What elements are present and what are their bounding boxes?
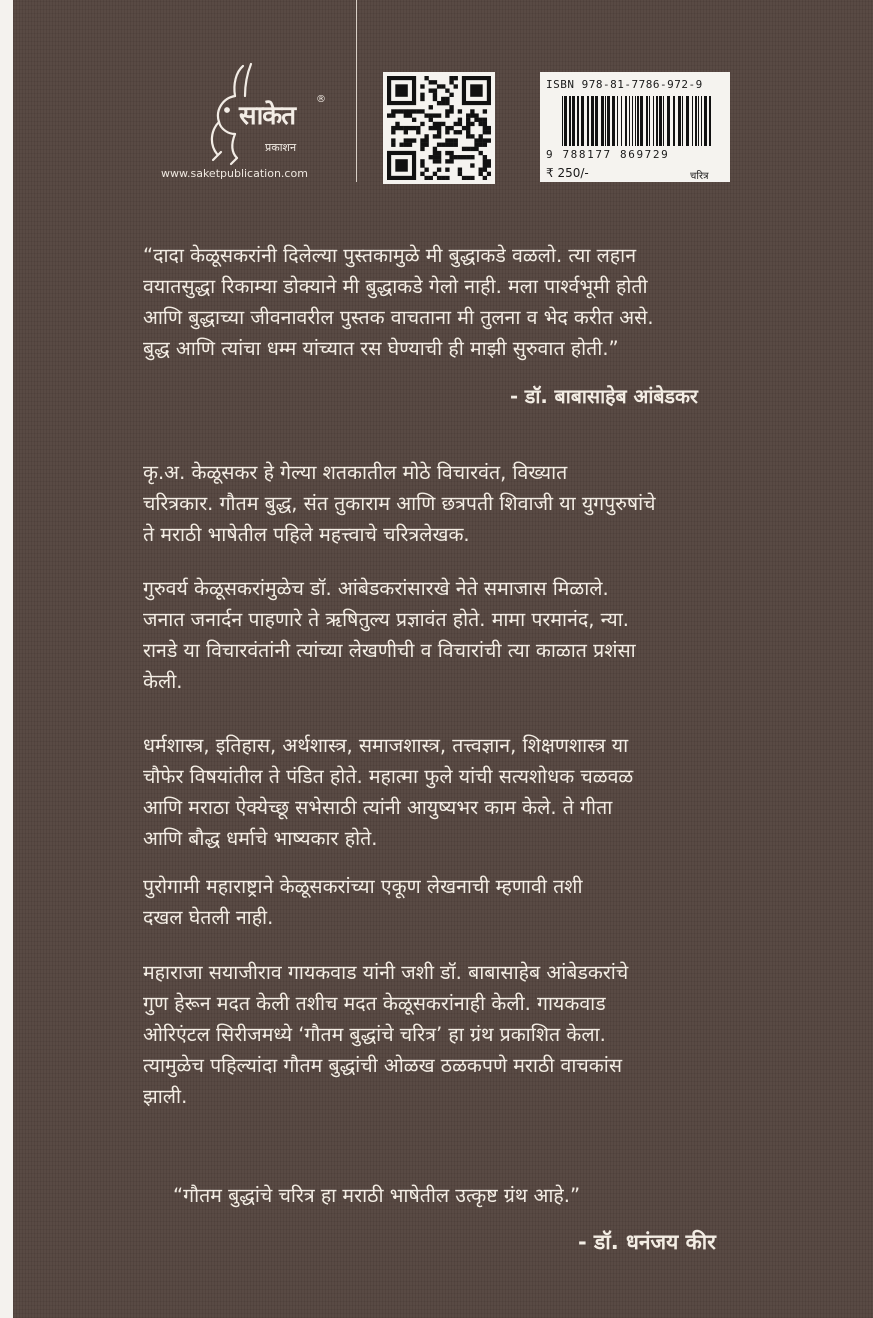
paragraph — [143, 871, 783, 933]
paragraph — [143, 573, 783, 697]
paragraph-line: जनात जनार्दन पाहणारे ते ऋषितुल्य प्रज्ञावंत होते. मामा परमानंद, न्या. — [143, 608, 629, 631]
bottom-quote-attribution: - डॉ. धनंजय कीर — [578, 1230, 716, 1254]
paragraph-line: धर्मशास्त्र, इतिहास, अर्थशास्त्र, समाजशास्त्र, तत्त्वज्ञान, शिक्षणशास्त्र या — [143, 734, 629, 757]
paragraph-line: ओरिएंटल सिरीजमध्ये ‘गौतम बुद्धांचे चरित्र’ हा ग्रंथ प्रकाशित केला. — [143, 1023, 606, 1046]
paragraph — [143, 957, 783, 1112]
publisher-website[interactable]: www.saketpublication.com — [161, 167, 308, 180]
paragraph-line: चरित्रकार. गौतम बुद्ध, संत तुकाराम आणि छत्रपती शिवाजी या युगपुरुषांचे — [143, 492, 656, 515]
paragraph-line: दखल घेतली नाही. — [143, 906, 274, 929]
paragraph-line: कृ.अ. केळूसकर हे गेल्या शतकातील मोठे विचारवंत, विख्यात — [143, 461, 568, 484]
divider-line — [356, 0, 357, 182]
quote-line: वयातसुद्धा रिकाम्या डोक्याने मी बुद्धाकडे गेलो नाही. मला पार्श्वभूमी होती — [143, 275, 648, 298]
barcode-digits: 9 788177 869729 — [546, 148, 670, 161]
logo-name: साकेत — [239, 101, 296, 131]
paragraph — [143, 457, 783, 550]
paragraph-line: पुरोगामी महाराष्ट्राने केळूसकरांच्या एकूण लेखनाची म्हणावी तशी — [143, 875, 583, 898]
paragraph-line: आणि मराठा ऐक्येच्छू सभेसाठी त्यांनी आयुष्यभर काम केले. ते गीता — [143, 796, 613, 819]
paragraph-line: गुरुवर्य केळूसकरांमुळेच डॉ. आंबेडकरांसारखे नेते समाजास मिळाले. — [143, 577, 609, 600]
price: ₹ 250/- — [546, 166, 589, 180]
paragraph-line: झाली. — [143, 1085, 188, 1108]
paragraph-line: केली. — [143, 670, 183, 693]
top-quote — [143, 240, 783, 364]
back-cover — [13, 0, 873, 1318]
paragraph-line: गुण हेरून मदत केली तशीच मदत केळूसकरांनाही केली. गायकवाड — [143, 992, 606, 1015]
paragraph-line: ते मराठी भाषेतील पहिले महत्त्वाचे चरित्रलेखक. — [143, 523, 470, 546]
paragraph-line: त्यामुळेच पहिल्यांदा गौतम बुद्धांची ओळख ठळकपणे मराठी वाचकांस — [143, 1054, 623, 1077]
quote-line: “दादा केळूसकरांनी दिलेल्या पुस्तकामुळे मी बुद्धाकडे वळलो. त्या लहान — [143, 244, 637, 267]
publisher-logo — [191, 60, 341, 170]
paragraph-line: महाराजा सयाजीराव गायकवाड यांनी जशी डॉ. बाबासाहेब आंबेडकरांचे — [143, 961, 629, 984]
isbn-number: ISBN 978-81-7786-972-9 — [546, 78, 703, 91]
quote-line: बुद्ध आणि त्यांचा धम्म यांच्यात रस घेण्याची ही माझी सुरुवात होती.” — [143, 337, 619, 360]
category: चरित्र — [690, 171, 709, 182]
registered-mark: ® — [316, 94, 326, 105]
isbn-label — [540, 72, 730, 182]
paragraph — [143, 730, 783, 854]
paragraph-line: चौफेर विषयांतील ते पंडित होते. महात्मा फुले यांची सत्यशोधक चळवळ — [143, 765, 634, 788]
logo-subtext: प्रकाशन — [265, 141, 297, 154]
bottom-quote: “गौतम बुद्धांचे चरित्र हा मराठी भाषेतील उत्कृष्ट ग्रंथ आहे.” — [173, 1184, 581, 1207]
barcode-icon — [562, 96, 712, 146]
paragraph-line: रानडे या विचारवंतांनी त्यांच्या लेखणीची व विचारांची त्या काळात प्रशंसा — [143, 639, 636, 662]
paragraph-line: आणि बौद्ध धर्माचे भाष्यकार होते. — [143, 827, 378, 850]
qr-code-icon — [387, 76, 491, 180]
top-quote-attribution: - डॉ. बाबासाहेब आंबेडकर — [510, 385, 698, 408]
qr-code[interactable] — [383, 72, 495, 184]
quote-line: आणि बुद्धाच्या जीवनावरील पुस्तक वाचताना मी तुलना व भेद करीत असे. — [143, 306, 654, 329]
